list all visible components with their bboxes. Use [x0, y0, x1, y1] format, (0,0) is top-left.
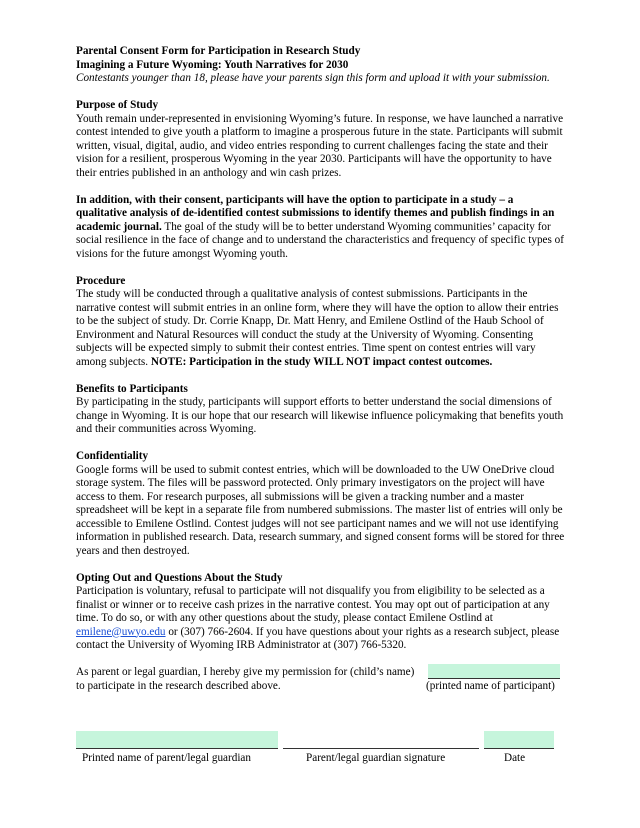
addition-text: The goal of the study will be to better understand Wyoming communities’ capacity for social resilience in the face of change and to understand the characteristics and frequency of specific types of visions for the future amongst Wyoming youth.	[76, 220, 564, 260]
opting-out-paragraph	[76, 585, 566, 653]
form-subtitle: Imagining a Future Wyoming: Youth Narratives for 2030	[76, 58, 349, 71]
form-title: Parental Consent Form for Participation in Research Study	[76, 45, 361, 57]
confidentiality-heading: Confidentiality	[76, 450, 149, 462]
guardian-signature-label: Parent/legal guardian signature	[306, 752, 446, 764]
guardian-signature-field[interactable]	[283, 731, 479, 749]
guardian-name-field[interactable]	[76, 731, 278, 749]
procedure-heading: Procedure	[76, 274, 126, 287]
benefits-heading: Benefits to Participants	[76, 382, 188, 395]
permission-statement: As parent or legal guardian, I hereby give my permission for (child’s name)	[76, 666, 415, 678]
date-field[interactable]	[484, 731, 554, 749]
signature-section	[76, 731, 566, 771]
opting-out-text: Participation is voluntary, refusal to participate will not disqualify you from eligibility to be selected as a finalist or winner or to receive cash prizes in the narrative contest. You may opt out of participation at any time. To do so, or with any other questions about the study, please contact Emilene Ostlind at	[76, 585, 550, 624]
child-name-field[interactable]	[428, 664, 560, 679]
form-instruction: Contestants younger than 18, please have your parents sign this form and upload it with your submission.	[76, 72, 550, 84]
addition-paragraph	[76, 194, 566, 262]
contact-email-link[interactable]: emilene@uwyo.edu	[76, 625, 166, 638]
permission-line-1	[76, 666, 566, 680]
permission-line-2	[76, 680, 566, 694]
benefits-text: By participating in the study, participants will support efforts to better understand the social dimensions of change in Wyoming. It is our hope that our research will likewise influence policymaking that benefits youth and their communities across Wyoming.	[76, 396, 564, 435]
purpose-heading: Purpose of Study	[76, 99, 159, 111]
opting-out-heading: Opting Out and Questions About the Study	[76, 571, 283, 584]
guardian-name-label: Printed name of parent/legal guardian	[82, 752, 251, 764]
participant-name-caption: (printed name of participant)	[426, 679, 555, 692]
purpose-text: Youth remain under-represented in envisioning Wyoming’s future. In response, we have launched a narrative contest intended to give youth a platform to imagine a prosperous future in the state. Participants will submit written, visual, digital, audio, and video entries responding to current challenges facing the state and their vision for a resilient, prosperous Wyoming in the year 2030. Participants will have the opportunity to have their entries published in an anthology and win cash prizes.	[76, 112, 564, 179]
opting-out-text-after: or (307) 766-2604. If you have questions about your rights as a research subject, please contact the University of Wyoming IRB Administrator at (307) 766-5320.	[76, 625, 560, 651]
addition-bold-text: In addition, with their consent, participants will have the option to participate in a study – a qualitative analysis of de-identified contest submissions to identify themes and publish findings in an academic journal.	[76, 193, 555, 233]
procedure-text: The study will be conducted through a qualitative analysis of contest submissions. Participants in the narrative contest will submit entries in an online form, where they will have the option to allow their entries to be the subject of study. Dr. Corrie Knapp, Dr. Matt Henry, and Emilene Ostlind of the Haub School of Environment and Natural Resources will conduct the study at the University of Wyoming. Consenting subjects will be expected simply to submit their contest entries. Time spent on contest entries will vary among subjects.	[76, 288, 559, 368]
permission-statement-continued: to participate in the research described above.	[76, 679, 281, 692]
confidentiality-text: Google forms will be used to submit contest entries, which will be downloaded to the UW OneDrive cloud storage system. The files will be password protected. Only primary investigators on the project will have access to them. For research purposes, all submissions will be given a tracking number and a master spreadsheet will be kept in a separate file from numbered submissions. The master list of entries will only be accessible to Emilene Ostlind. Contest judges will not see participant names and we will not use identifying information in published research. Data, research summary, and signed consent forms will be stored for three years and then destroyed.	[76, 463, 565, 557]
form-content	[76, 45, 566, 693]
procedure-paragraph	[76, 288, 566, 369]
date-label: Date	[504, 752, 526, 764]
procedure-note: NOTE: Participation in the study WILL NOT impact contest outcomes.	[150, 355, 493, 368]
